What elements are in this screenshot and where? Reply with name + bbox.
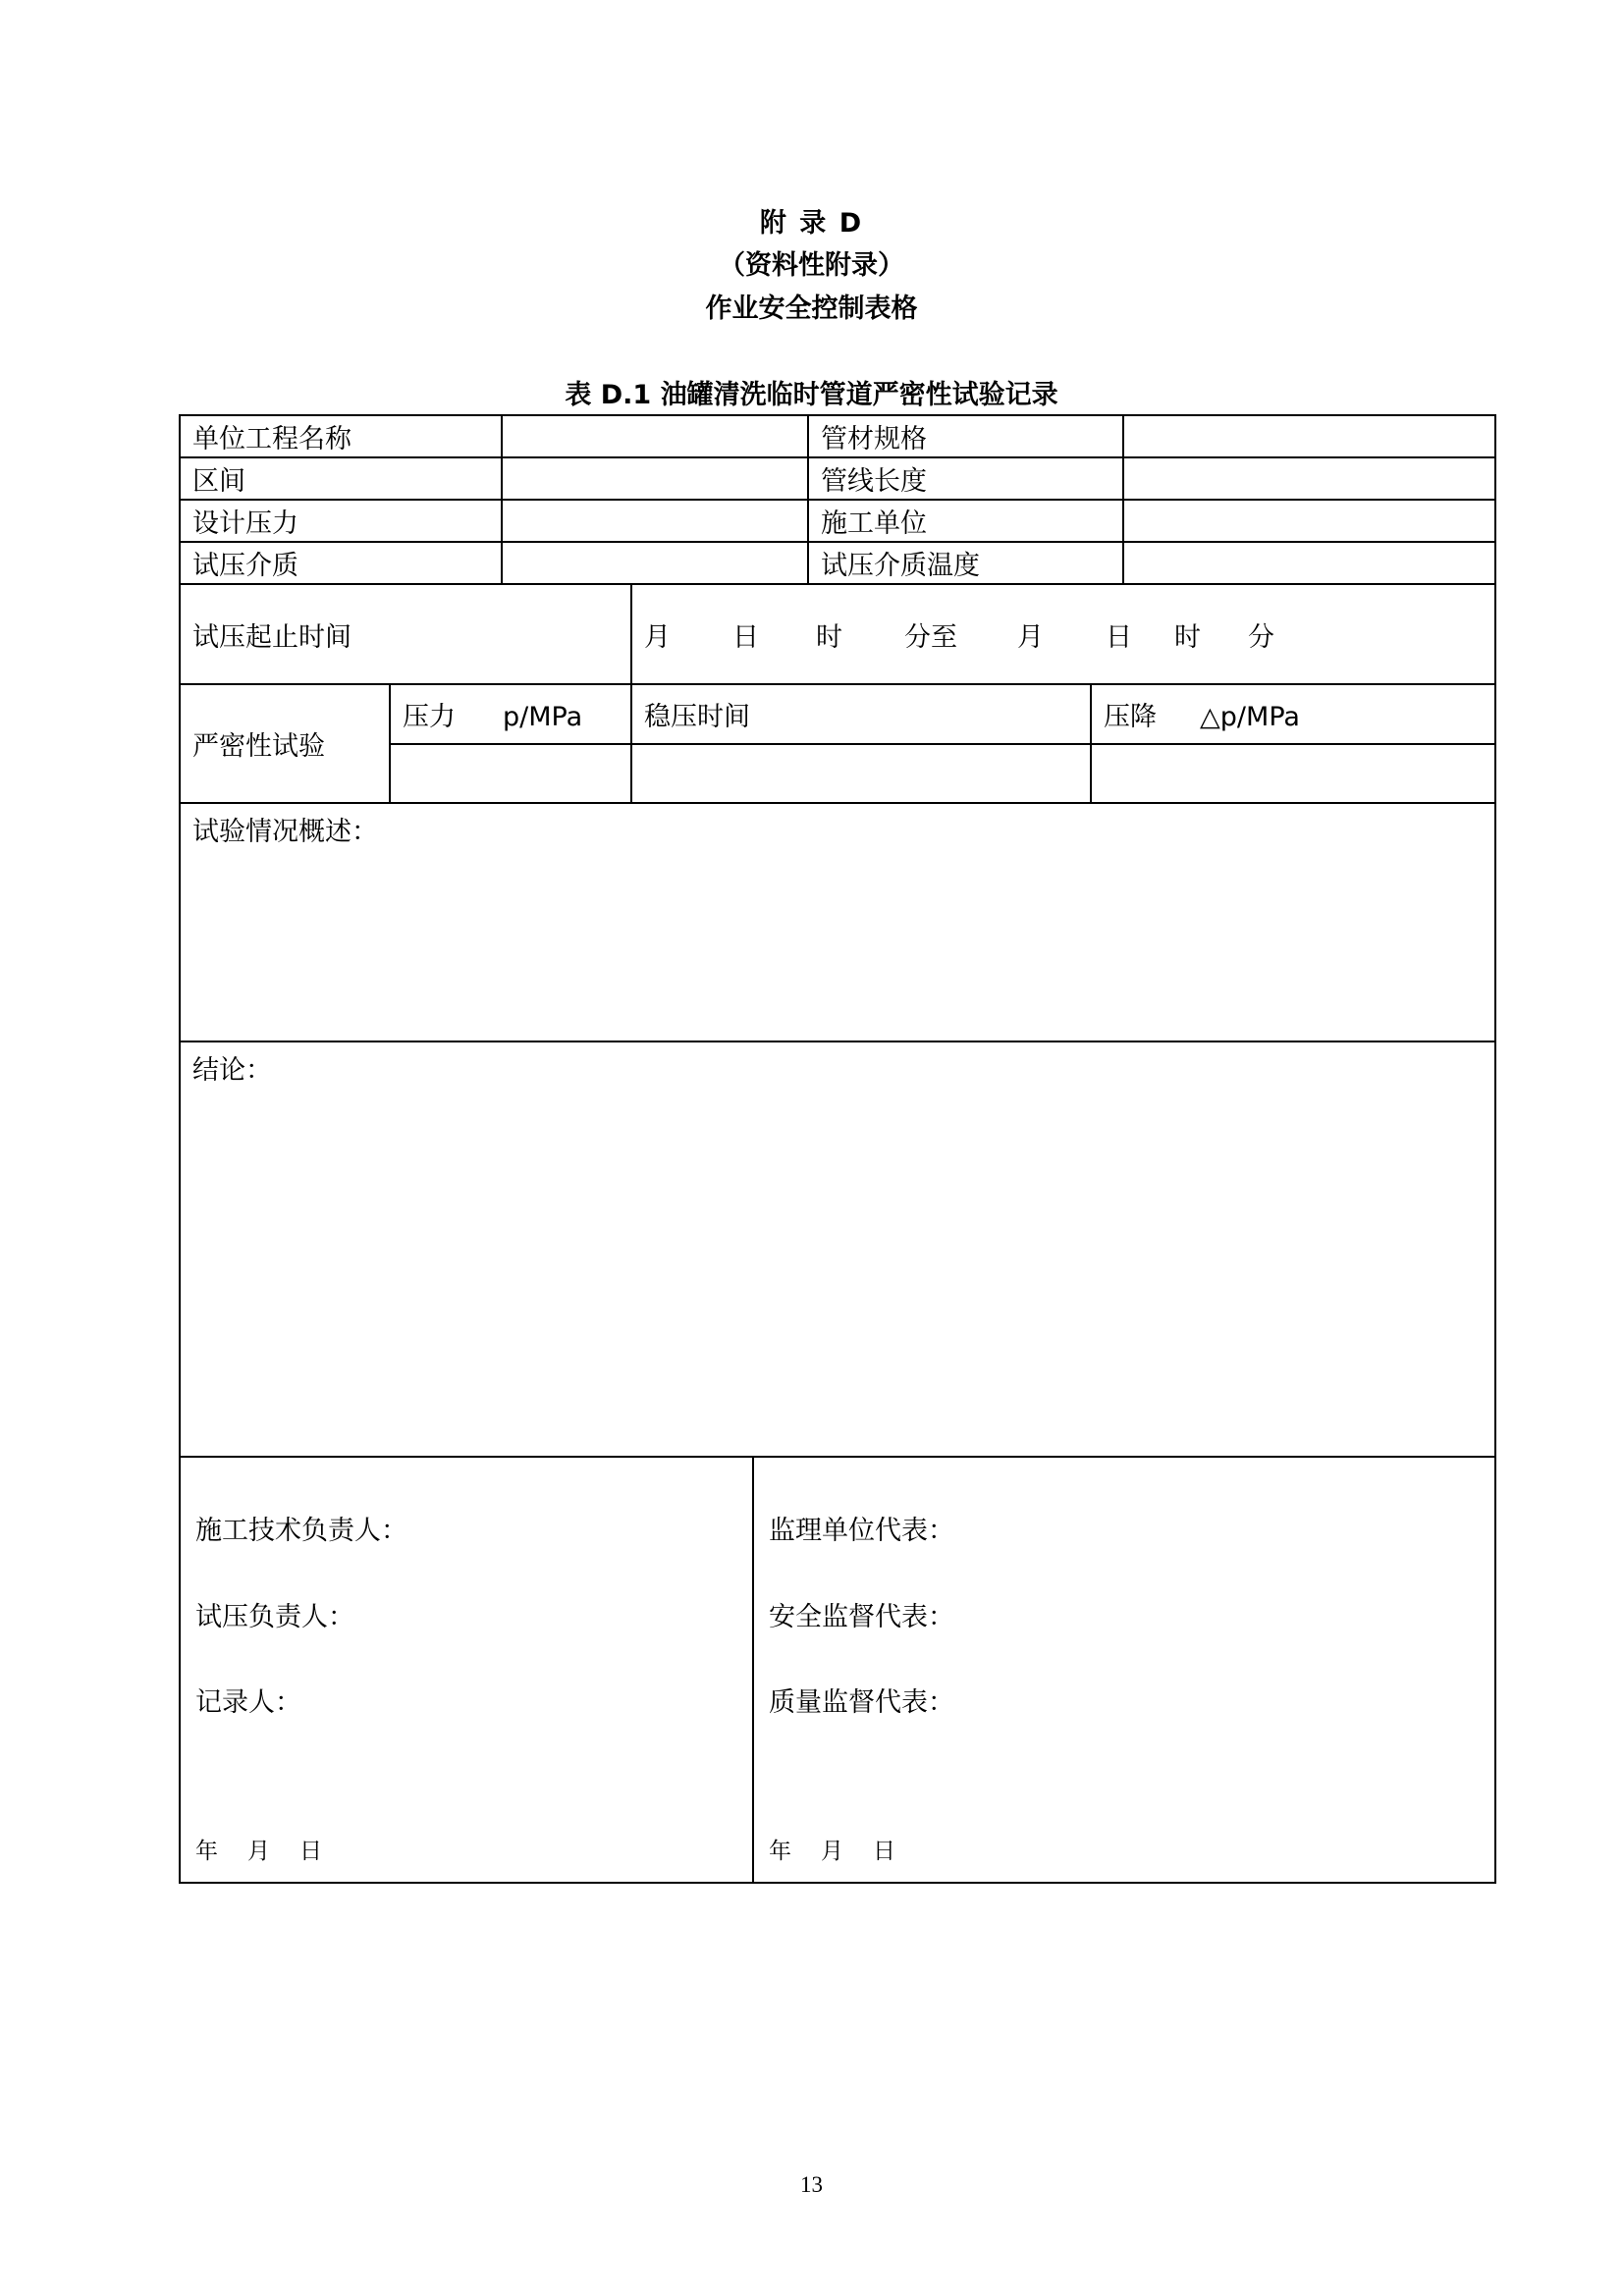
label-tightness-test: 严密性试验 [180, 684, 390, 803]
quality-label: 质量监督代表： [769, 1687, 954, 1718]
table-row [180, 803, 1495, 1041]
pressure-unit: p/MPa [503, 702, 583, 732]
label-pressure [390, 684, 631, 744]
table-row [180, 1457, 1495, 1883]
test-lead-label: 试压负责人： [195, 1602, 354, 1632]
table-row [180, 457, 1495, 500]
right-date [769, 1833, 925, 1865]
right-signature-cell [753, 1457, 1495, 1883]
label-stable-time: 稳压时间 [631, 684, 1091, 744]
value-medium-temperature[interactable] [1123, 542, 1495, 584]
date-day: 日 [299, 1839, 322, 1864]
value-pressure-drop[interactable] [1091, 744, 1495, 803]
table-row [180, 415, 1495, 457]
value-construction-unit[interactable] [1123, 500, 1495, 542]
appendix-title: 作业安全控制表格 [705, 294, 918, 324]
date-year: 年 [195, 1839, 218, 1864]
drop-unit: △p/MPa [1200, 702, 1300, 732]
page-number: 13 [800, 2172, 823, 2197]
date-year: 年 [769, 1839, 791, 1864]
value-test-medium[interactable] [502, 542, 808, 584]
conclusion-label: 结论： [192, 1055, 272, 1086]
table-row [180, 500, 1495, 542]
unit-minute: 分 [1248, 621, 1274, 653]
date-month: 月 [821, 1839, 843, 1864]
safety-label: 安全监督代表： [769, 1602, 954, 1632]
left-date [195, 1833, 352, 1865]
test-record-table [179, 414, 1496, 1884]
unit-day: 日 [1106, 621, 1132, 653]
recorder-label: 记录人： [195, 1687, 301, 1718]
value-pressure[interactable] [390, 744, 631, 803]
label-project-name: 单位工程名称 [180, 415, 502, 457]
label-section: 区间 [180, 457, 502, 500]
date-day: 日 [873, 1839, 895, 1864]
table-row [180, 684, 1495, 744]
value-pipe-spec[interactable] [1123, 415, 1495, 457]
value-pipe-length[interactable] [1123, 457, 1495, 500]
summary-label: 试验情况概述： [192, 817, 378, 847]
conclusion-cell[interactable] [180, 1041, 1495, 1457]
label-construction-unit: 施工单位 [808, 500, 1123, 542]
label-medium-temperature: 试压介质温度 [808, 542, 1123, 584]
unit-month: 月 [644, 621, 671, 653]
value-stable-time[interactable] [631, 744, 1091, 803]
value-section[interactable] [502, 457, 808, 500]
appendix-heading: 附 录 D [759, 208, 864, 239]
label-pipe-spec: 管材规格 [808, 415, 1123, 457]
label-pipe-length: 管线长度 [808, 457, 1123, 500]
label-pressure-drop [1091, 684, 1495, 744]
table-row [180, 584, 1495, 684]
unit-hour: 时 [1174, 621, 1201, 653]
unit-hour: 时 [816, 621, 842, 653]
value-test-time[interactable] [631, 584, 1495, 684]
pressure-text: 压力 [403, 702, 456, 732]
unit-day: 日 [732, 621, 759, 653]
supervisor-label: 监理单位代表： [769, 1516, 954, 1546]
label-test-medium: 试压介质 [180, 542, 502, 584]
appendix-type: （资料性附录） [719, 250, 904, 281]
tech-lead-label: 施工技术负责人： [195, 1516, 407, 1546]
value-project-name[interactable] [502, 415, 808, 457]
value-design-pressure[interactable] [502, 500, 808, 542]
summary-cell[interactable] [180, 803, 1495, 1041]
label-design-pressure: 设计压力 [180, 500, 502, 542]
unit-minute-to: 分至 [904, 621, 957, 653]
unit-month: 月 [1017, 621, 1044, 653]
table-caption: 表 D.1 油罐清洗临时管道严密性试验记录 [565, 380, 1058, 410]
table-row [180, 542, 1495, 584]
date-month: 月 [247, 1839, 270, 1864]
label-test-time: 试压起止时间 [180, 584, 631, 684]
left-signature-cell [180, 1457, 753, 1883]
drop-text: 压降 [1104, 702, 1158, 732]
table-row [180, 1041, 1495, 1457]
